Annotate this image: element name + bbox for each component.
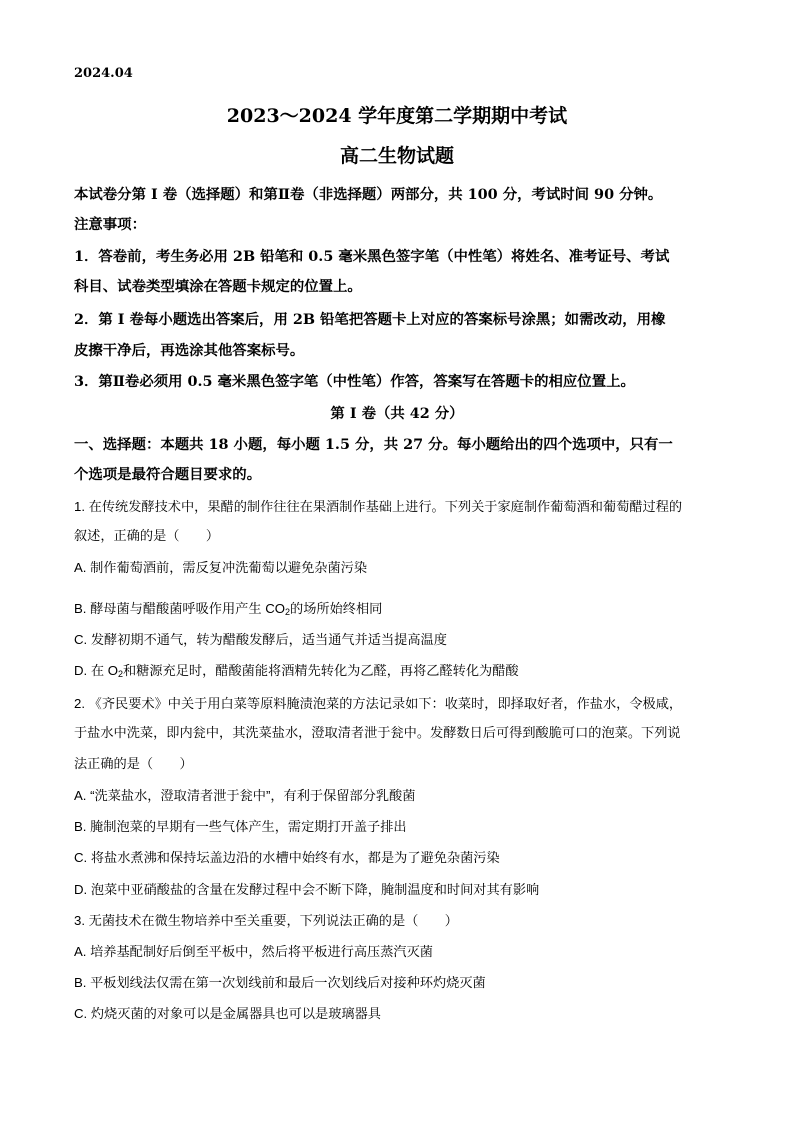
section-title: 第 I 卷（共 42 分） bbox=[330, 405, 464, 422]
q1-stem-line-2: 叙述，正确的是（ ） bbox=[74, 528, 220, 543]
q1-stem-line-1: 1. 在传统发酵技术中，果醋的制作往往在果酒制作基础上进行。下列关于家庭制作葡萄酒和葡萄醋过程的 bbox=[74, 499, 683, 514]
q1-option-d: D. 在 $O_2$和糖源充足时，醋酸菌能将酒精先转化为乙醛，再将乙醛转化为醋酸 bbox=[74, 663, 519, 679]
q2-option-c: C. 将盐水煮沸和保持坛盖边沿的水槽中始终有水，都是为了避免杂菌污染 bbox=[74, 850, 500, 865]
q3-option-a: A. 培养基配制好后倒至平板中，然后将平板进行高压蒸汽灭菌 bbox=[74, 944, 433, 959]
q2-stem-line-2: 于盐水中洗菜，即内瓮中，其洗菜盐水，澄取清者泄于瓮中。发酵数日后可得到酸脆可口的泡菜。下列说 bbox=[74, 725, 681, 740]
note-1-line-1: 1．答卷前，考生务必用 2B 铅笔和 0.5 毫米黑色签字笔（中性笔）将姓名、准考证号、考试 bbox=[74, 248, 670, 265]
paper-structure: 本试卷分第 I 卷（选择题）和第Ⅱ卷（非选择题）两部分，共 100 分，考试时间 90 分钟。 bbox=[74, 186, 663, 203]
q2-stem-line-3: 法正确的是（ ） bbox=[74, 756, 193, 771]
note-1-line-2: 科目、试卷类型填涂在答题卡规定的位置上。 bbox=[74, 278, 362, 295]
q3-stem: 3. 无菌技术在微生物培养中至关重要，下列说法正确的是（ ） bbox=[74, 913, 458, 928]
note-2-line-2: 皮擦干净后，再选涂其他答案标号。 bbox=[74, 342, 305, 359]
section-instructions-line-2: 个选项是最符合题目要求的。 bbox=[74, 466, 262, 483]
exam-title: 2023～2024 学年度第二学期期中考试 bbox=[226, 105, 568, 127]
section-instructions-line-1: 一、选择题：本题共 18 小题，每小题 1.5 分，共 27 分。每小题给出的四个选项中，只有一 bbox=[74, 436, 673, 453]
note-3: 3．第Ⅱ卷必须用 0.5 毫米黑色签字笔（中性笔）作答，答案写在答题卡的相应位置上。 bbox=[74, 373, 635, 390]
q3-option-c: C. 灼烧灭菌的对象可以是金属器具也可以是玻璃器具 bbox=[74, 1006, 381, 1021]
q2-option-b: B. 腌制泡菜的早期有一些气体产生，需定期打开盖子排出 bbox=[74, 819, 407, 834]
note-2-line-1: 2．第 I 卷每小题选出答案后，用 2B 铅笔把答题卡上对应的答案标号涂黑；如需改动，用橡 bbox=[74, 311, 666, 328]
q2-option-a: A. “洗菜盐水，澄取清者泄于瓮中”，有利于保留部分乳酸菌 bbox=[74, 788, 416, 803]
exam-date: 2024.04 bbox=[74, 66, 133, 81]
q1-option-b: B. 酵母菌与醋酸菌呼吸作用产生 $CO_2$的场所始终相同 bbox=[74, 601, 383, 617]
q1-option-c: C. 发酵初期不通气，转为醋酸发酵后，适当通气并适当提高温度 bbox=[74, 632, 447, 647]
notice-heading: 注意事项： bbox=[74, 216, 146, 233]
exam-subtitle: 高二生物试题 bbox=[339, 145, 454, 167]
q1-option-a: A. 制作葡萄酒前，需反复冲洗葡萄以避免杂菌污染 bbox=[74, 560, 368, 575]
q2-option-d: D. 泡菜中亚硝酸盐的含量在发酵过程中会不断下降，腌制温度和时间对其有影响 bbox=[74, 882, 540, 897]
q2-stem-line-1: 2. 《齐民要术》中关于用白菜等原料腌渍泡菜的方法记录如下：收菜时，即择取好者，作盐水，令极咸， bbox=[74, 696, 683, 711]
q3-option-b: B. 平板划线法仅需在第一次划线前和最后一次划线后对接种环灼烧灭菌 bbox=[74, 975, 486, 990]
